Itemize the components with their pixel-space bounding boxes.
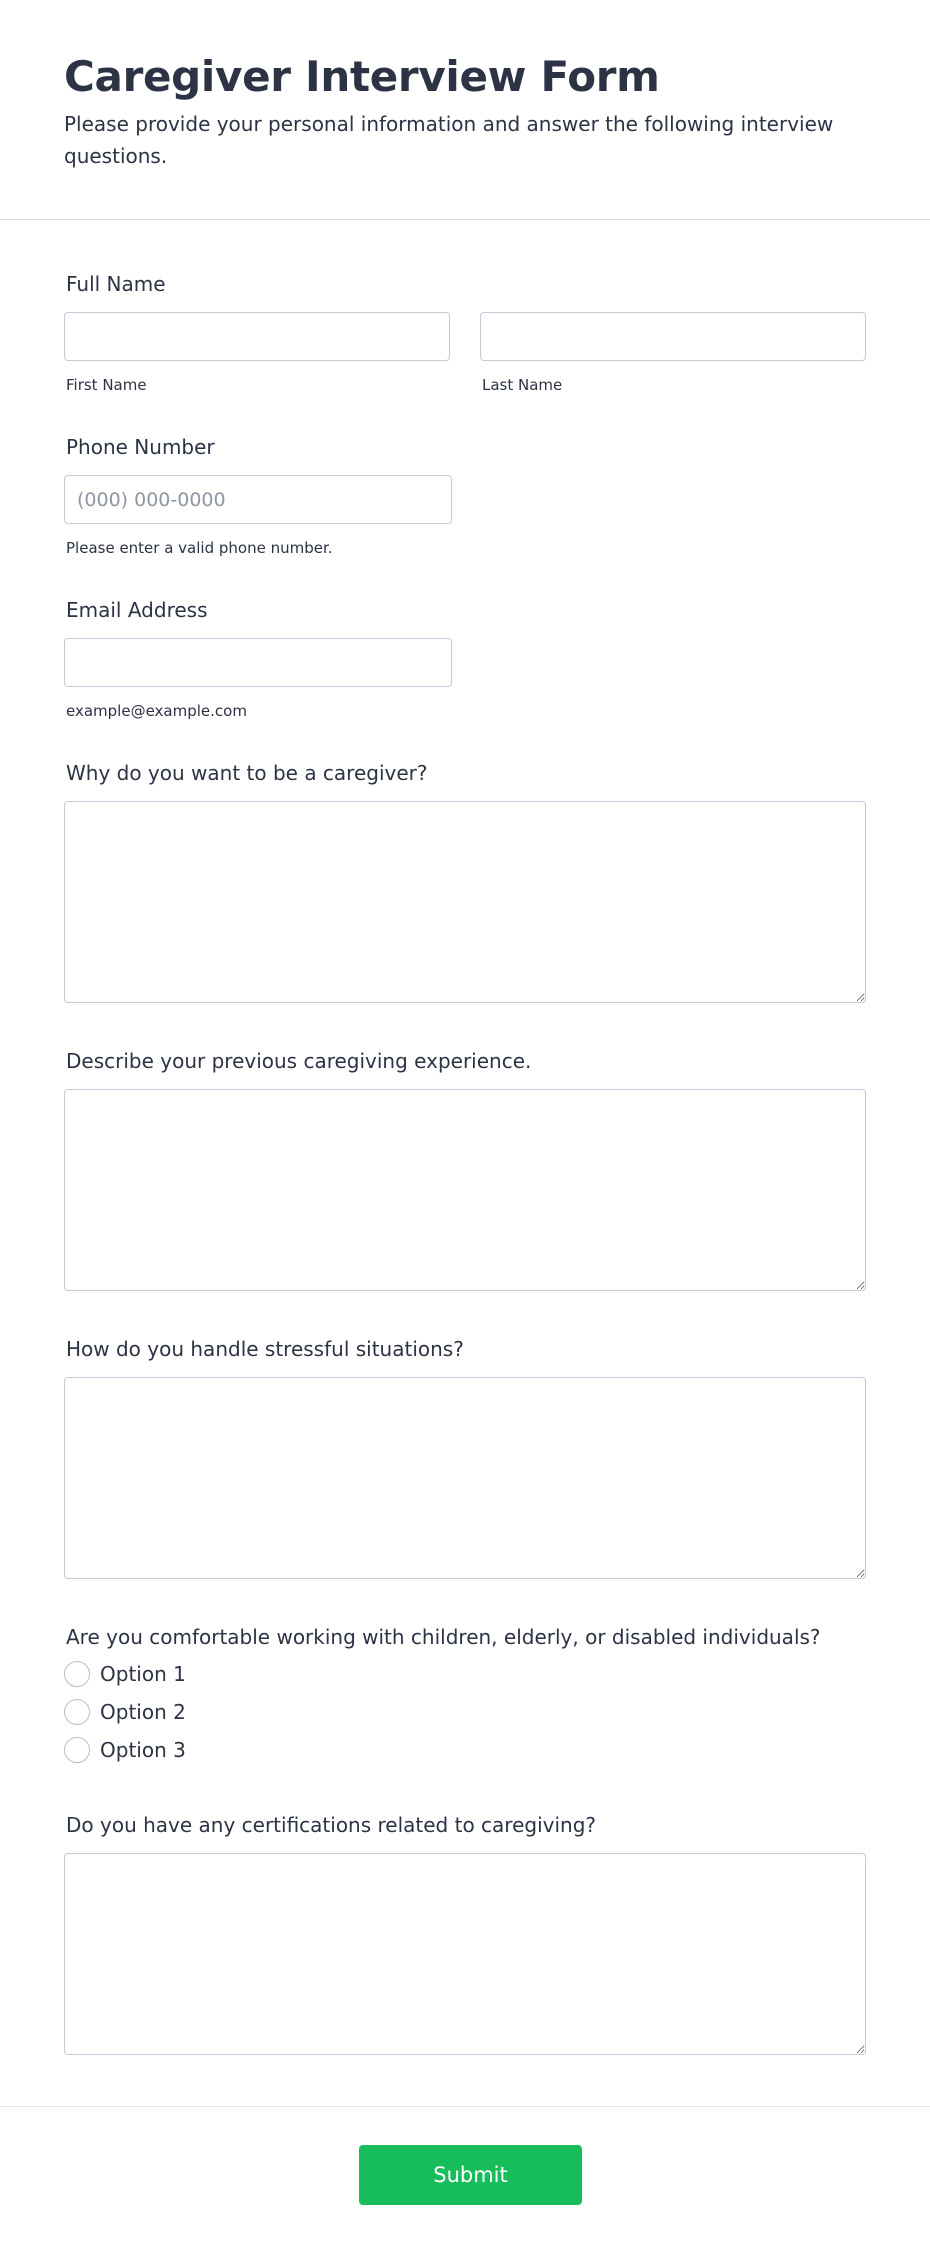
email-field	[64, 596, 866, 721]
last-name-sublabel: Last Name	[482, 376, 563, 394]
first-name-sublabel: First Name	[66, 376, 147, 394]
why-caregiver-field	[64, 759, 866, 1003]
form-body	[0, 270, 930, 2055]
email-input[interactable]	[64, 638, 452, 687]
radio-button-3[interactable]	[64, 1737, 90, 1763]
phone-sublabel: Please enter a valid phone number.	[66, 539, 333, 557]
comfortable-field	[64, 1623, 866, 1769]
full-name-field	[64, 270, 866, 395]
stress-field	[64, 1335, 866, 1579]
radio-button-1[interactable]	[64, 1661, 90, 1687]
why-caregiver-label: Why do you want to be a caregiver?	[66, 761, 428, 785]
radio-option-2[interactable]	[64, 1693, 866, 1731]
radio-label-1: Option 1	[100, 1662, 186, 1686]
comfortable-options	[64, 1655, 866, 1769]
form-footer	[0, 2106, 930, 2255]
radio-option-1[interactable]	[64, 1655, 866, 1693]
phone-field	[64, 433, 866, 558]
phone-input[interactable]	[64, 475, 452, 524]
email-sublabel: example@example.com	[66, 702, 247, 720]
why-caregiver-textarea[interactable]	[64, 801, 866, 1003]
experience-textarea[interactable]	[64, 1089, 866, 1291]
submit-button[interactable]: Submit	[359, 2145, 582, 2205]
form-header	[0, 0, 930, 220]
certifications-label: Do you have any certifications related to caregiving?	[66, 1813, 597, 1837]
radio-label-2: Option 2	[100, 1700, 186, 1724]
comfortable-label: Are you comfortable working with children, elderly, or disabled individuals?	[66, 1625, 821, 1649]
last-name-input[interactable]	[480, 312, 866, 361]
experience-field	[64, 1047, 866, 1291]
first-name-input[interactable]	[64, 312, 450, 361]
email-label: Email Address	[66, 598, 208, 622]
certifications-textarea[interactable]	[64, 1853, 866, 2055]
stress-textarea[interactable]	[64, 1377, 866, 1579]
stress-label: How do you handle stressful situations?	[66, 1337, 464, 1361]
certifications-field	[64, 1811, 866, 2055]
form-title: Caregiver Interview Form	[64, 52, 660, 101]
experience-label: Describe your previous caregiving experience.	[66, 1049, 532, 1073]
radio-button-2[interactable]	[64, 1699, 90, 1725]
full-name-label: Full Name	[66, 272, 166, 296]
radio-label-3: Option 3	[100, 1738, 186, 1762]
phone-label: Phone Number	[66, 435, 215, 459]
form-subtitle: Please provide your personal information and answer the following interview questions.	[64, 112, 834, 168]
radio-option-3[interactable]	[64, 1731, 866, 1769]
